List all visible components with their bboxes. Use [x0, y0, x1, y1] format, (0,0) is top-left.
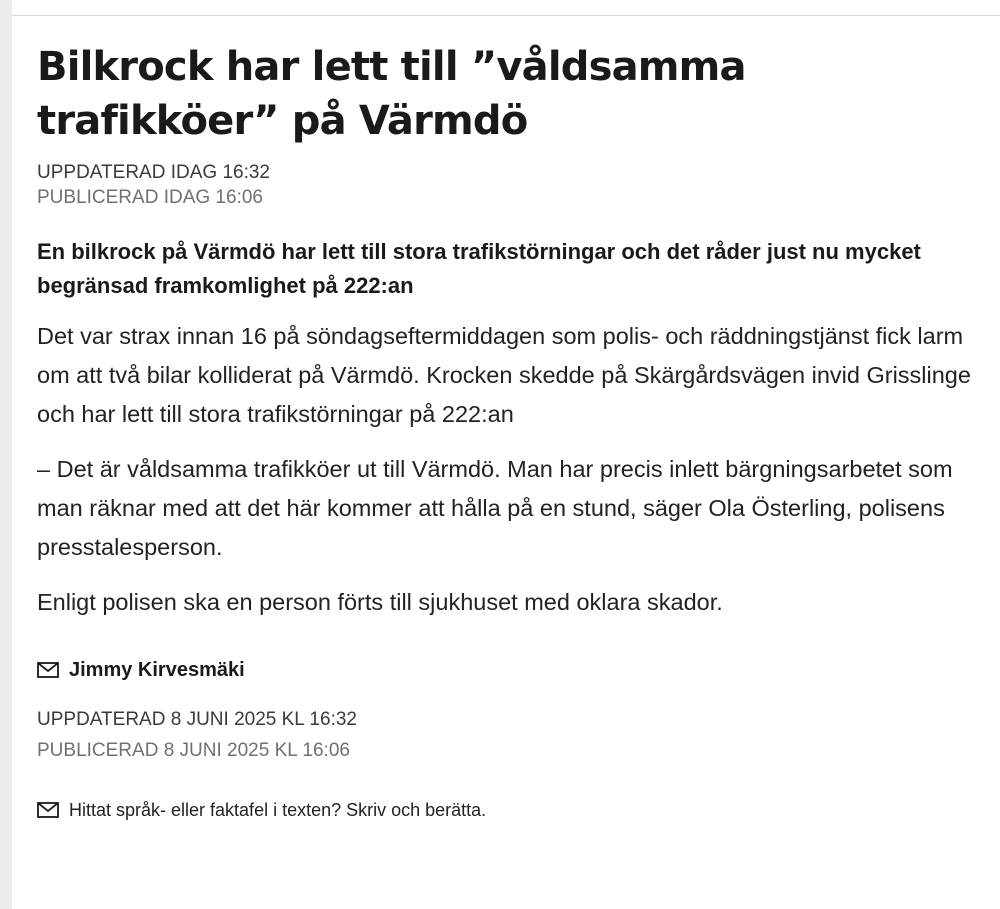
published-timestamp: PUBLICERAD IDAG 16:06 — [37, 187, 263, 208]
feedback-link[interactable]: Hittat språk- eller faktafel i texten? Skriv och berätta. — [69, 800, 487, 820]
updated-timestamp: UPPDATERAD IDAG 16:32 — [37, 162, 271, 183]
left-rail — [0, 0, 12, 909]
article-meta-top — [37, 160, 977, 210]
article-lead: En bilkrock på Värmdö har lett till stora trafikstörningar och det råder just nu mycket begränsad framkomlighet på 222:an — [37, 239, 921, 298]
author-name[interactable]: Jimmy Kirvesmäki — [69, 659, 245, 681]
article — [37, 40, 977, 822]
article-headline: Bilkrock har lett till ”våldsamma trafikköer” på Värmdö — [37, 44, 746, 144]
feedback-link-row[interactable] — [37, 798, 977, 822]
article-paragraph-2: – Det är våldsamma trafikköer ut till Värmdö. Man har precis inlett bärgningsarbetet som man räknar med att det här kommer att hålla på en stund, säger Ola Österling, polisens presstalesperson. — [37, 456, 953, 560]
mail-icon — [37, 802, 59, 818]
updated-date: UPPDATERAD 8 JUNI 2025 KL 16:32 — [37, 709, 357, 730]
top-divider — [12, 15, 1000, 16]
article-meta-bottom — [37, 704, 977, 766]
author-byline[interactable] — [37, 656, 977, 684]
mail-icon — [37, 662, 59, 678]
published-date: PUBLICERAD 8 JUNI 2025 KL 16:06 — [37, 740, 350, 761]
article-paragraph-1: Det var strax innan 16 på söndagseftermiddagen som polis- och räddningstjänst fick larm om att två bilar kolliderat på Värmdö. Krocken skedde på Skärgårdsvägen invid Grisslinge och har lett till stora trafikstörningar på 222:an — [37, 323, 971, 427]
article-paragraph-3: Enligt polisen ska en person förts till sjukhuset med oklara skador. — [37, 589, 723, 615]
